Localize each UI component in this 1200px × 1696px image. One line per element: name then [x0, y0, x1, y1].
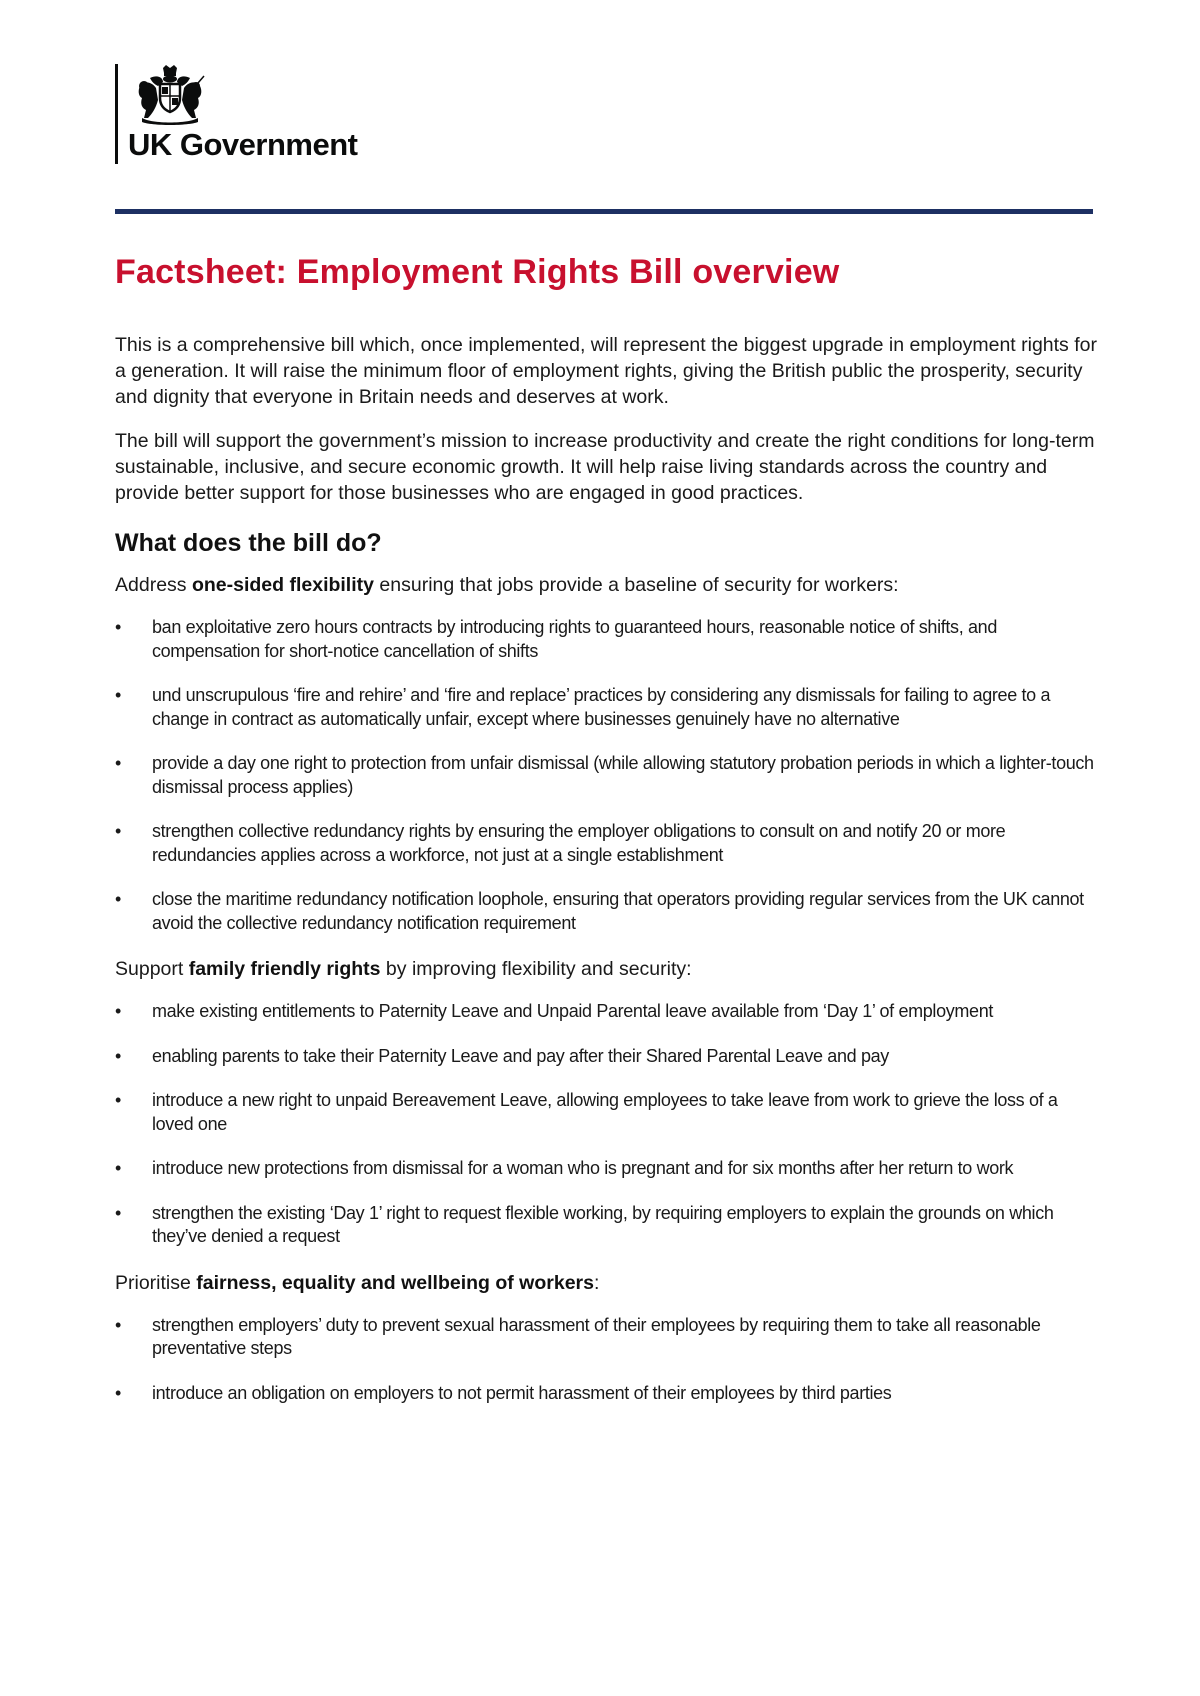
section-lead: [115, 572, 1100, 598]
list-item: [115, 1314, 1100, 1361]
bullet-icon: •: [115, 617, 121, 637]
bullet-icon: •: [115, 821, 121, 841]
bullet-list: [115, 1314, 1100, 1406]
bullet-icon: •: [115, 1045, 121, 1066]
bullet-icon: •: [115, 685, 121, 705]
list-item-text: strengthen employers’ duty to prevent sexual harassment of their employees by requiring them to take all reasonable preventative steps: [152, 1314, 1041, 1358]
logo-divider-bar: [115, 64, 118, 164]
bullet-icon: •: [115, 1001, 121, 1021]
list-item: [115, 1045, 1100, 1069]
list-item: [115, 1202, 1100, 1249]
list-item: [115, 820, 1100, 867]
section-lead-text: Prioritise: [115, 1271, 197, 1294]
bullet-icon: •: [115, 889, 121, 909]
list-item: [115, 616, 1100, 663]
royal-coat-of-arms-icon: [130, 64, 210, 126]
bullet-icon: •: [115, 1090, 121, 1110]
section-lead-text: by improving flexibility and security:: [380, 958, 692, 980]
section-lead-emphasis: fairness, equality and wellbeing of workers: [196, 1271, 594, 1294]
bullet-icon: •: [115, 1158, 121, 1178]
list-item-text: ban exploitative zero hours contracts by introducing rights to guaranteed hours, reasonable notice of shifts, and compensation for short-notice cancellation of shifts: [152, 617, 997, 661]
list-item-text: enabling parents to take their Paternity Leave and pay after their Shared Parental Leave and pay: [152, 1045, 889, 1066]
logo-text: UK Government: [128, 127, 358, 162]
section-lead: [115, 956, 1100, 982]
list-item-text: close the maritime redundancy notification loophole, ensuring that operators providing regular services from the UK cannot avoid the collective redundancy notification requirement: [152, 889, 1084, 933]
bullet-list: [115, 1000, 1100, 1249]
list-item-text: und unscrupulous ‘fire and rehire’ and ‘fire and replace’ practices by considering any dismissals for failing to agree to a change in contract as automatically unfair, except where businesses genuinely have no alternative: [152, 685, 1051, 729]
list-item-text: strengthen collective redundancy rights by ensuring the employer obligations to consult on and notify 20 or more redundancies applies across a workforce, not just at a single establishment: [152, 821, 1006, 865]
section-lead-emphasis: family friendly rights: [188, 958, 381, 980]
list-item: [115, 1089, 1100, 1136]
list-item: [115, 1000, 1100, 1024]
list-item-text: make existing entitlements to Paternity Leave and Unpaid Parental leave available from ‘Day 1’ of employment: [152, 1001, 994, 1021]
section-lead-text: Address: [115, 574, 192, 596]
section-lead-text: :: [593, 1271, 600, 1294]
section-heading: What does the bill do?: [115, 529, 382, 557]
page-title: Factsheet: Employment Rights Bill overview: [115, 253, 840, 291]
intro-paragraph: The bill will support the government’s mission to increase productivity and create the right conditions for long-term sustainable, inclusive, and secure economic growth. It will help raise living standards across the country and provide better support for those businesses who are engaged in good practices.: [115, 430, 1095, 504]
section-lead-text: ensuring that jobs provide a baseline of security for workers:: [374, 574, 899, 596]
section-lead-emphasis: one-sided flexibility: [191, 574, 374, 596]
section-lead-text: Support: [115, 958, 189, 980]
intro-paragraph: This is a comprehensive bill which, once implemented, will represent the biggest upgrade in employment rights for a generation. It will raise the minimum floor of employment rights, giving the British public the prosperity, security and dignity that everyone in Britain needs and deserves at work.: [115, 334, 1097, 408]
list-item-text: introduce new protections from dismissal for a woman who is pregnant and for six months after her return to work: [152, 1158, 1014, 1178]
list-item-text: provide a day one right to protection from unfair dismissal (while allowing statutory probation periods in which a lighter-touch dismissal process applies): [152, 753, 1094, 797]
bullet-list: [115, 616, 1100, 935]
bullet-icon: •: [115, 753, 121, 773]
uk-government-logo: [115, 64, 357, 164]
document-body: [115, 332, 1100, 1426]
list-item: [115, 1382, 1100, 1406]
section-lead: [115, 1270, 1100, 1296]
list-item-text: introduce an obligation on employers to not permit harassment of their employees by third parties: [152, 1382, 892, 1403]
list-item-text: strengthen the existing ‘Day 1’ right to request flexible working, by requiring employers to explain the grounds on which they’ve denied a request: [152, 1202, 1054, 1246]
sections-container: [115, 572, 1100, 1405]
list-item: [115, 752, 1100, 799]
bullet-icon: •: [115, 1202, 121, 1223]
bullet-icon: •: [115, 1314, 121, 1335]
list-item: [115, 684, 1100, 731]
header-rule: [115, 209, 1093, 214]
list-item: [115, 888, 1100, 935]
list-item-text: introduce a new right to unpaid Bereavement Leave, allowing employees to take leave from work to grieve the loss of a loved one: [152, 1090, 1058, 1134]
list-item: [115, 1157, 1100, 1181]
bullet-icon: •: [115, 1382, 121, 1403]
